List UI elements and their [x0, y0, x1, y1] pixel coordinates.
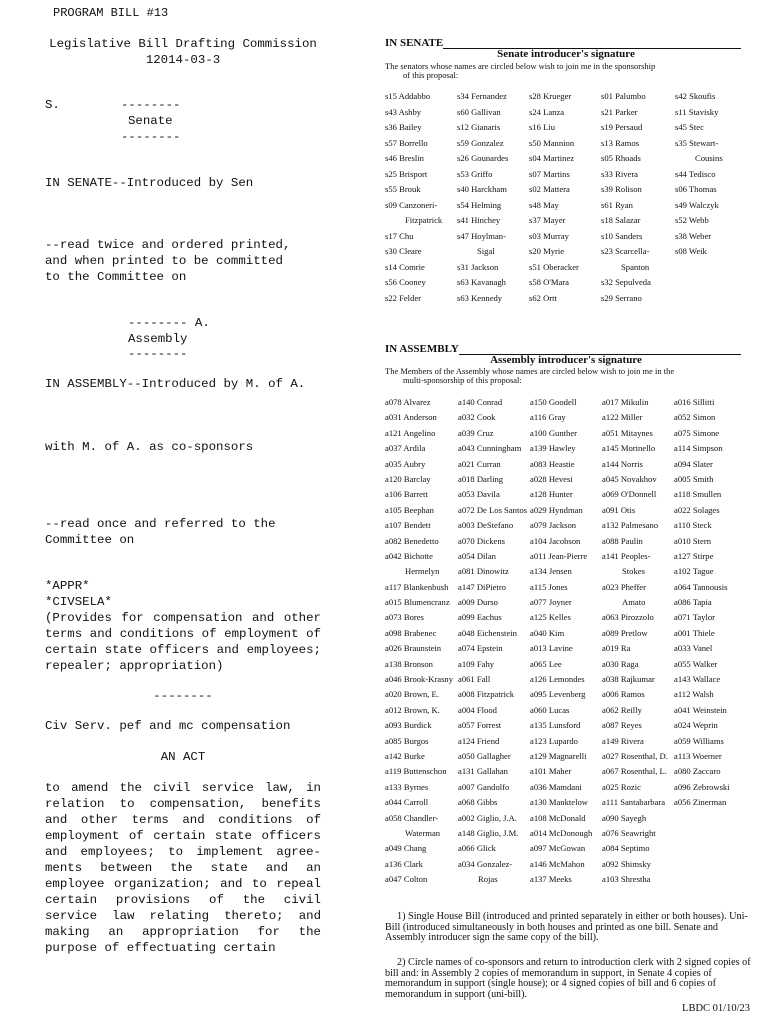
- senate-member-name[interactable]: s57 Borrello: [385, 137, 428, 148]
- assembly-member-name[interactable]: a135 Lunsford: [530, 720, 581, 731]
- assembly-member-name[interactable]: a114 Simpson: [674, 443, 723, 454]
- assembly-member-name[interactable]: a147 DiPietro: [458, 581, 506, 592]
- senate-introduced-line: IN SENATE--Introduced by Sen: [45, 176, 254, 190]
- assembly-member-name[interactable]: a056 Zinerman: [674, 797, 727, 808]
- senate-member-name[interactable]: s54 Helming: [457, 199, 502, 210]
- assembly-member-name[interactable]: a125 Kelles: [530, 612, 571, 623]
- assembly-member-name[interactable]: a105 Beephan: [385, 504, 434, 515]
- assembly-member-name[interactable]: a108 McDonald: [530, 812, 586, 823]
- assembly-member-name[interactable]: a132 Palmesano: [602, 520, 659, 531]
- assembly-member-name[interactable]: a115 Jones: [530, 581, 568, 592]
- assembly-member-name[interactable]: a065 Lee: [530, 658, 562, 669]
- senate-note-line-2: of this proposal:: [403, 70, 459, 80]
- assembly-signature-label: Assembly introducer's signature: [490, 354, 642, 366]
- assembly-member-name[interactable]: a010 Stern: [674, 535, 711, 546]
- assembly-member-name[interactable]: a104 Jacobson: [530, 535, 581, 546]
- assembly-member-name[interactable]: a051 Mitaynes: [602, 427, 653, 438]
- senate-label: Senate: [128, 114, 173, 128]
- senate-member-name[interactable]: s07 Martins: [529, 168, 570, 179]
- senate-signature-label: Senate introducer's signature: [497, 48, 635, 60]
- assembly-member-name[interactable]: a043 Cunningham: [458, 443, 522, 454]
- assembly-member-name[interactable]: a030 Raga: [602, 658, 639, 669]
- assembly-member-name[interactable]: a126 Lemondes: [530, 674, 585, 685]
- assembly-member-name[interactable]: a117 Blankenbush: [385, 581, 449, 592]
- assembly-member-name: [674, 813, 752, 828]
- senate-member-name[interactable]: s55 Brouk: [385, 184, 421, 194]
- assembly-member-name[interactable]: a141 Peoples-: [602, 550, 651, 561]
- senate-prefix: S.: [45, 98, 60, 112]
- program-bill-number: PROGRAM BILL #13: [53, 6, 169, 20]
- assembly-member-name[interactable]: a025 Rozic: [602, 781, 641, 792]
- assembly-member-name[interactable]: a036 Mamdani: [530, 781, 582, 792]
- assembly-member-name[interactable]: a069 O'Donnell: [602, 489, 657, 500]
- assembly-member-name[interactable]: a139 Hawley: [530, 443, 576, 454]
- senate-member-name[interactable]: s60 Gallivan: [457, 106, 501, 117]
- assembly-member-name[interactable]: a082 Benedetto: [385, 535, 439, 546]
- assembly-member-name[interactable]: a095 Levenberg: [530, 689, 586, 700]
- assembly-member-name[interactable]: a085 Burgos: [385, 735, 429, 746]
- assembly-member-name[interactable]: a133 Byrnes: [385, 781, 429, 792]
- senate-member-name[interactable]: s49 Walczyk: [675, 199, 719, 210]
- senate-member-name[interactable]: Fitzpatrick: [405, 215, 443, 225]
- assembly-member-name[interactable]: a112 Walsh: [674, 689, 714, 700]
- assembly-member-name[interactable]: a107 Bendett: [385, 520, 431, 531]
- senate-sponsorship-note: [385, 62, 685, 80]
- senate-dashes-bottom: --------: [121, 130, 181, 144]
- assembly-member-name: [674, 859, 752, 874]
- assembly-member-name[interactable]: a004 Flood: [458, 704, 497, 715]
- assembly-member-name[interactable]: a007 Gandolfo: [458, 781, 510, 792]
- assembly-member-name[interactable]: a041 Weinstein: [674, 704, 727, 715]
- senate-member-name: [675, 262, 751, 278]
- senate-member-name[interactable]: s61 Ryan: [601, 199, 633, 210]
- assembly-member-name[interactable]: a136 Clark: [385, 858, 423, 869]
- assembly-member-name[interactable]: a110 Steck: [674, 520, 712, 531]
- assembly-member-name[interactable]: a129 Magnarelli: [530, 750, 587, 761]
- assembly-member-name[interactable]: a073 Bores: [385, 612, 424, 623]
- assembly-member-name[interactable]: a005 Smith: [674, 473, 714, 484]
- tag-civsela: *CIVSELA*: [45, 595, 112, 609]
- assembly-member-name[interactable]: a142 Burke: [385, 750, 425, 761]
- assembly-member-name[interactable]: a009 Durso: [458, 597, 498, 608]
- senate-read-instructions: --read twice and ordered printed, and when printed to be committed to the Committee on: [45, 238, 291, 284]
- senate-member-name[interactable]: s31 Jackson: [457, 261, 499, 272]
- assembly-member-name[interactable]: a072 De Los Santos: [458, 504, 527, 515]
- senate-member-name[interactable]: s17 Chu: [385, 230, 414, 241]
- assembly-member-name[interactable]: a119 Buttenschon: [385, 766, 447, 777]
- assembly-member-name[interactable]: a134 Jensen: [530, 566, 572, 577]
- senate-member-name[interactable]: s08 Weik: [675, 246, 707, 256]
- senate-member-name[interactable]: s50 Mannion: [529, 137, 575, 148]
- assembly-member-name[interactable]: a023 Pheffer: [602, 581, 646, 592]
- assembly-member-name[interactable]: Hermelyn: [405, 566, 440, 577]
- assembly-member-name[interactable]: a111 Santabarbara: [602, 797, 666, 808]
- senate-member-name[interactable]: s18 Salazar: [601, 215, 641, 225]
- assembly-member-name[interactable]: a002 Giglio, J.A.: [458, 812, 517, 823]
- assembly-member-name[interactable]: a146 McMahon: [530, 858, 585, 869]
- assembly-member-name[interactable]: a103 Shrestha: [602, 874, 651, 885]
- senate-member-grid: [385, 91, 751, 308]
- bill-code: 12014-03-3: [145, 53, 221, 67]
- assembly-member-name[interactable]: a021 Curran: [458, 458, 501, 469]
- an-act-heading: AN ACT: [160, 750, 206, 764]
- assembly-member-name[interactable]: a121 Angelino: [385, 427, 436, 438]
- assembly-member-name[interactable]: a145 Morinello: [602, 443, 656, 454]
- assembly-member-name[interactable]: a054 Dilan: [458, 550, 496, 561]
- assembly-read-instructions: --read once and referred to the Committee on: [45, 517, 276, 547]
- senate-member-name[interactable]: s47 Hoylman-: [457, 230, 506, 241]
- assembly-member-name[interactable]: a120 Barclay: [385, 473, 431, 484]
- senate-member-name[interactable]: s56 Cooney: [385, 277, 426, 287]
- assembly-heading-label: IN ASSEMBLY: [385, 343, 459, 355]
- assembly-member-name[interactable]: a084 Septimo: [602, 843, 650, 854]
- senate-member-name[interactable]: s23 Scarcella-: [601, 246, 650, 256]
- assembly-member-name[interactable]: a083 Heastie: [530, 458, 575, 469]
- senate-member-name[interactable]: s22 Felder: [385, 292, 422, 303]
- assembly-member-name[interactable]: a012 Brown, K.: [385, 704, 440, 715]
- assembly-member-name[interactable]: a140 Conrad: [458, 397, 503, 407]
- assembly-member-name[interactable]: a038 Rajkumar: [602, 674, 655, 685]
- assembly-member-name[interactable]: a037 Ardila: [385, 443, 426, 454]
- assembly-member-name[interactable]: a071 Taylor: [674, 612, 716, 623]
- assembly-member-name[interactable]: a143 Wallace: [674, 674, 721, 685]
- senate-member-name[interactable]: s62 Ortt: [529, 292, 557, 303]
- assembly-member-name[interactable]: a086 Tapia: [674, 597, 712, 608]
- assembly-member-name[interactable]: a063 Pirozzolo: [602, 612, 654, 623]
- senate-member-name[interactable]: s15 Addabbo: [385, 91, 431, 101]
- assembly-member-name[interactable]: a102 Tague: [674, 566, 714, 577]
- assembly-member-name[interactable]: a033 Vanel: [674, 643, 713, 654]
- senate-member-name[interactable]: Sigal: [477, 246, 495, 256]
- senate-member-name[interactable]: s02 Mattera: [529, 184, 570, 194]
- senate-member-name[interactable]: Cousins: [695, 153, 723, 163]
- assembly-member-name[interactable]: a080 Zaccaro: [674, 766, 721, 777]
- assembly-member-name[interactable]: a101 Maher: [530, 766, 572, 777]
- assembly-member-name[interactable]: Amato: [622, 597, 646, 608]
- senate-member-name[interactable]: s24 Lanza: [529, 106, 565, 117]
- senate-member-name[interactable]: s10 Sanders: [601, 230, 643, 241]
- assembly-member-name[interactable]: a130 Manktelow: [530, 797, 588, 808]
- senate-member-name[interactable]: s03 Murray: [529, 230, 569, 241]
- assembly-member-name[interactable]: a018 Darling: [458, 473, 504, 484]
- assembly-member-name[interactable]: a091 Otis: [602, 504, 636, 515]
- assembly-member-name[interactable]: a011 Jean-Pierre: [530, 550, 588, 561]
- assembly-member-name[interactable]: a034 Gonzalez-: [458, 858, 513, 869]
- assembly-member-name[interactable]: a098 Brabenec: [385, 627, 437, 638]
- senate-member-name[interactable]: s43 Ashby: [385, 106, 422, 117]
- assembly-member-name[interactable]: a026 Braunstein: [385, 643, 442, 654]
- assembly-member-name[interactable]: a001 Thiele: [674, 627, 715, 638]
- assembly-note-line-1: The Members of the Assembly whose names are circled below wish to join me in the: [385, 366, 675, 376]
- senate-member-name[interactable]: s26 Gounardes: [457, 153, 509, 163]
- senate-member-name[interactable]: s21 Parker: [601, 106, 638, 117]
- senate-member-name[interactable]: s30 Cleare: [385, 246, 422, 256]
- assembly-member-name[interactable]: a081 Dinowitz: [458, 566, 509, 577]
- assembly-member-name[interactable]: a067 Rosenthal, L.: [602, 766, 667, 777]
- assembly-label: Assembly: [128, 332, 188, 346]
- assembly-member-name[interactable]: a118 Smullen: [674, 489, 722, 500]
- assembly-member-name[interactable]: Rojas: [478, 874, 498, 885]
- assembly-member-name[interactable]: a061 Fall: [458, 674, 491, 685]
- assembly-member-name[interactable]: a100 Gunther: [530, 427, 578, 438]
- assembly-member-name[interactable]: a068 Gibbs: [458, 797, 498, 808]
- assembly-member-name[interactable]: a008 Fitzpatrick: [458, 689, 515, 700]
- senate-member-name[interactable]: s11 Stavisky: [675, 106, 719, 117]
- tag-appr: *APPR*: [45, 579, 90, 593]
- assembly-member-name[interactable]: a093 Burdick: [385, 720, 432, 731]
- assembly-member-name[interactable]: a148 Giglio, J.M.: [458, 827, 519, 838]
- assembly-member-name[interactable]: a044 Carroll: [385, 797, 429, 808]
- senate-member-name[interactable]: s12 Gianaris: [457, 122, 501, 132]
- assembly-member-name[interactable]: a106 Barrett: [385, 489, 428, 500]
- lbdc-date: LBDC 01/10/23: [682, 1003, 750, 1014]
- senate-member-name[interactable]: s46 Breslin: [385, 153, 424, 163]
- assembly-member-name[interactable]: a050 Gallagher: [458, 750, 511, 761]
- assembly-member-name[interactable]: a077 Joyner: [530, 597, 572, 608]
- senate-member-name[interactable]: s05 Rhoads: [601, 153, 641, 163]
- assembly-member-name[interactable]: a090 Sayegh: [602, 812, 647, 823]
- senate-member-name[interactable]: s38 Weber: [675, 230, 712, 241]
- short-title: Civ Serv. pef and mc compensation: [45, 719, 291, 733]
- senate-member-name[interactable]: s41 Hinchey: [457, 215, 501, 225]
- senate-member-name[interactable]: s39 Rolison: [601, 184, 642, 194]
- assembly-member-name[interactable]: a017 Mikulin: [602, 397, 649, 407]
- senate-member-name[interactable]: s13 Ramos: [601, 137, 639, 148]
- assembly-member-name[interactable]: a049 Chang: [385, 843, 427, 854]
- assembly-member-name[interactable]: a088 Paulin: [602, 535, 643, 546]
- assembly-member-name[interactable]: a040 Kim: [530, 627, 565, 638]
- assembly-member-name[interactable]: a079 Jackson: [530, 520, 577, 531]
- senate-member-name[interactable]: s37 Mayer: [529, 215, 566, 225]
- assembly-member-name: [674, 874, 752, 889]
- act-title-text: to amend the civil service law, in relation to compensation, benefits and other terms and conditions of employment of certain state officers and employees; to implement agree- ments between the state and an employee organization; and to repeal certain provisions of the civil service law relating thereto; and making an appropriation for the purpose of effectuating certain: [45, 781, 321, 955]
- senate-member-name[interactable]: s32 Sepulveda: [601, 277, 651, 287]
- senate-member-name[interactable]: s42 Skoufis: [675, 91, 716, 101]
- assembly-member-name[interactable]: a074 Epstein: [458, 643, 503, 654]
- senate-member-name[interactable]: s40 Harckham: [457, 184, 507, 194]
- assembly-member-name[interactable]: a066 Glick: [458, 843, 496, 854]
- senate-note-line-1: The senators whose names are circled below wish to join me in the sponsorship: [385, 61, 656, 71]
- assembly-member-name[interactable]: a028 Hevesi: [530, 473, 573, 484]
- assembly-member-name[interactable]: a031 Anderson: [385, 412, 437, 423]
- assembly-member-name[interactable]: a123 Lupardo: [530, 735, 578, 746]
- assembly-member-grid: [385, 397, 752, 890]
- assembly-member-name[interactable]: Stokes: [622, 566, 645, 577]
- assembly-member-name[interactable]: a039 Cruz: [458, 427, 494, 438]
- assembly-member-name[interactable]: a062 Reilly: [602, 704, 642, 715]
- assembly-member-name[interactable]: a075 Simone: [674, 427, 720, 438]
- assembly-member-name[interactable]: a087 Reyes: [602, 720, 642, 731]
- cosponsors-line: with M. of A. as co-sponsors: [45, 440, 254, 454]
- assembly-member-name[interactable]: a052 Simon: [674, 412, 716, 423]
- assembly-member-name[interactable]: a013 Lavine: [530, 643, 573, 654]
- assembly-note-line-2: multi-sponsorship of this proposal:: [403, 375, 522, 385]
- senate-member-name[interactable]: s14 Comrie: [385, 261, 425, 272]
- assembly-member-name[interactable]: a055 Walker: [674, 658, 718, 669]
- assembly-member-name[interactable]: a020 Brown, E.: [385, 689, 439, 700]
- assembly-member-name[interactable]: a096 Zebrowski: [674, 781, 730, 792]
- senate-member-name[interactable]: s58 O'Mara: [529, 277, 569, 287]
- assembly-member-name[interactable]: a076 Seawright: [602, 827, 656, 838]
- assembly-member-name[interactable]: a022 Solages: [674, 504, 720, 515]
- assembly-member-name[interactable]: a016 Sillitti: [674, 397, 715, 407]
- assembly-member-name[interactable]: a032 Cook: [458, 412, 496, 423]
- assembly-member-name[interactable]: a109 Fahy: [458, 658, 495, 669]
- assembly-dashes-top: -------- A.: [128, 316, 210, 330]
- assembly-member-name[interactable]: a060 Lucas: [530, 704, 570, 715]
- senate-member-name[interactable]: s63 Kennedy: [457, 292, 503, 303]
- senate-member-name[interactable]: s16 Liu: [529, 122, 556, 132]
- senate-member-name[interactable]: s04 Martinez: [529, 153, 575, 163]
- assembly-member-name: [674, 843, 752, 858]
- senate-dashes-top: --------: [121, 98, 181, 112]
- senate-member-name[interactable]: s45 Stec: [675, 122, 704, 132]
- assembly-member-name[interactable]: a014 McDonough: [530, 827, 593, 838]
- senate-member-name[interactable]: s33 Rivera: [601, 168, 638, 179]
- assembly-sponsorship-note: [385, 367, 685, 385]
- senate-member-name[interactable]: s53 Griffo: [457, 168, 493, 179]
- assembly-member-name[interactable]: a138 Bronson: [385, 658, 433, 669]
- assembly-dashes-bottom: --------: [128, 347, 188, 361]
- assembly-member-name[interactable]: a035 Aubry: [385, 458, 426, 469]
- senate-member-name[interactable]: s63 Kavanagh: [457, 277, 506, 287]
- assembly-member-name[interactable]: a128 Hunter: [530, 489, 573, 500]
- assembly-member-name[interactable]: a064 Tannousis: [674, 581, 728, 592]
- assembly-member-name[interactable]: a097 McGowan: [530, 843, 586, 854]
- assembly-member-name[interactable]: a137 Meeks: [530, 874, 572, 885]
- assembly-member-name[interactable]: a113 Woerner: [674, 750, 722, 761]
- provides-summary: (Provides for compensation and other terms and conditions of employment of certain state officers and employees; repealer; appropriation): [45, 611, 321, 673]
- senate-member-name[interactable]: s48 May: [529, 199, 559, 210]
- assembly-member-name[interactable]: a053 Davila: [458, 489, 500, 500]
- assembly-member-name[interactable]: a042 Bichotte: [385, 550, 433, 561]
- senate-member-name[interactable]: s44 Tedisco: [675, 168, 716, 179]
- assembly-member-name[interactable]: a058 Chandler-: [385, 812, 439, 823]
- commission-name: Legislative Bill Drafting Commission: [49, 37, 317, 51]
- section-divider: --------: [153, 689, 213, 703]
- senate-member-name[interactable]: s29 Serrano: [601, 292, 642, 303]
- assembly-member-name[interactable]: a070 Dickens: [458, 535, 506, 546]
- assembly-member-name[interactable]: a094 Slater: [674, 458, 713, 469]
- assembly-member-name[interactable]: a015 Blumencranz: [385, 597, 450, 608]
- assembly-member-name[interactable]: a116 Gray: [530, 412, 566, 423]
- assembly-member-name[interactable]: a003 DeStefano: [458, 520, 514, 531]
- senate-member-name[interactable]: s20 Myrie: [529, 246, 565, 256]
- senate-member-name[interactable]: s06 Thomas: [675, 184, 717, 194]
- assembly-member-name[interactable]: a045 Novakhov: [602, 473, 657, 484]
- assembly-member-name[interactable]: a122 Miller: [602, 412, 643, 423]
- assembly-member-name[interactable]: a029 Hyndman: [530, 504, 583, 515]
- assembly-member-name[interactable]: a024 Weprin: [674, 720, 718, 731]
- assembly-introduced-line: IN ASSEMBLY--Introduced by M. of A.: [45, 377, 306, 391]
- senate-member-name[interactable]: s35 Stewart-: [675, 137, 719, 148]
- assembly-member-name[interactable]: a127 Stirpe: [674, 550, 714, 561]
- senate-heading-label: IN SENATE: [385, 37, 444, 49]
- assembly-member-name[interactable]: a006 Ramos: [602, 689, 645, 700]
- senate-member-name[interactable]: s52 Webb: [675, 215, 709, 225]
- senate-member-name[interactable]: s51 Oberacker: [529, 261, 579, 272]
- assembly-member-name[interactable]: Waterman: [405, 827, 441, 838]
- assembly-member-name[interactable]: a131 Gallahan: [458, 766, 508, 777]
- footnote-1: 1) Single House Bill (introduced and printed separately in either or both houses). Uni-Bill (introduced simultaneously in both houses and printed as one bill. Senate and Assembly introducer sign the same copy of the bill).: [385, 911, 748, 943]
- assembly-member-name[interactable]: a047 Colton: [385, 874, 428, 885]
- assembly-member-name[interactable]: a124 Friend: [458, 735, 500, 746]
- assembly-member-name[interactable]: a078 Alvarez: [385, 397, 431, 407]
- senate-member-name: [675, 293, 751, 309]
- assembly-member-name[interactable]: a149 Rivera: [602, 735, 644, 746]
- senate-member-name[interactable]: s25 Brisport: [385, 168, 428, 179]
- assembly-member-name[interactable]: a027 Rosenthal, D.: [602, 750, 668, 761]
- assembly-member-name[interactable]: a057 Forrest: [458, 720, 502, 731]
- footnote-2: 2) Circle names of co-sponsors and return to introduction clerk with 2 signed copies of bill and: in Assembly 2 copies of memorandum in support, in Senate 4 copies of memorandum in support (single house); or 4 signed copies of bill and 6 copies of memorandum in support (uni-bill).: [385, 957, 751, 1000]
- assembly-member-name[interactable]: a144 Norris: [602, 458, 643, 469]
- senate-member-name[interactable]: s19 Persaud: [601, 122, 643, 132]
- senate-member-name[interactable]: s34 Fernandez: [457, 91, 507, 101]
- assembly-member-name: [674, 828, 752, 843]
- assembly-member-name[interactable]: a150 Goodell: [530, 397, 577, 407]
- senate-member-name: [675, 277, 751, 293]
- senate-member-name[interactable]: s09 Canzoneri-: [385, 199, 438, 210]
- assembly-member-name[interactable]: a059 Williams: [674, 735, 724, 746]
- senate-member-name[interactable]: s36 Bailey: [385, 122, 422, 132]
- senate-member-name[interactable]: s28 Krueger: [529, 91, 572, 101]
- assembly-member-name[interactable]: a019 Ra: [602, 643, 631, 654]
- assembly-member-name[interactable]: a099 Eachus: [458, 612, 502, 623]
- assembly-member-name[interactable]: a089 Pretlow: [602, 627, 648, 638]
- senate-member-name[interactable]: s59 Gonzalez: [457, 137, 504, 148]
- assembly-member-name[interactable]: a092 Shimsky: [602, 858, 651, 869]
- senate-member-name[interactable]: s01 Palumbo: [601, 91, 646, 101]
- assembly-member-name[interactable]: a048 Eichenstein: [458, 627, 517, 638]
- assembly-member-name[interactable]: a046 Brook-Krasny: [385, 674, 454, 685]
- senate-member-name[interactable]: Spanton: [621, 261, 650, 272]
